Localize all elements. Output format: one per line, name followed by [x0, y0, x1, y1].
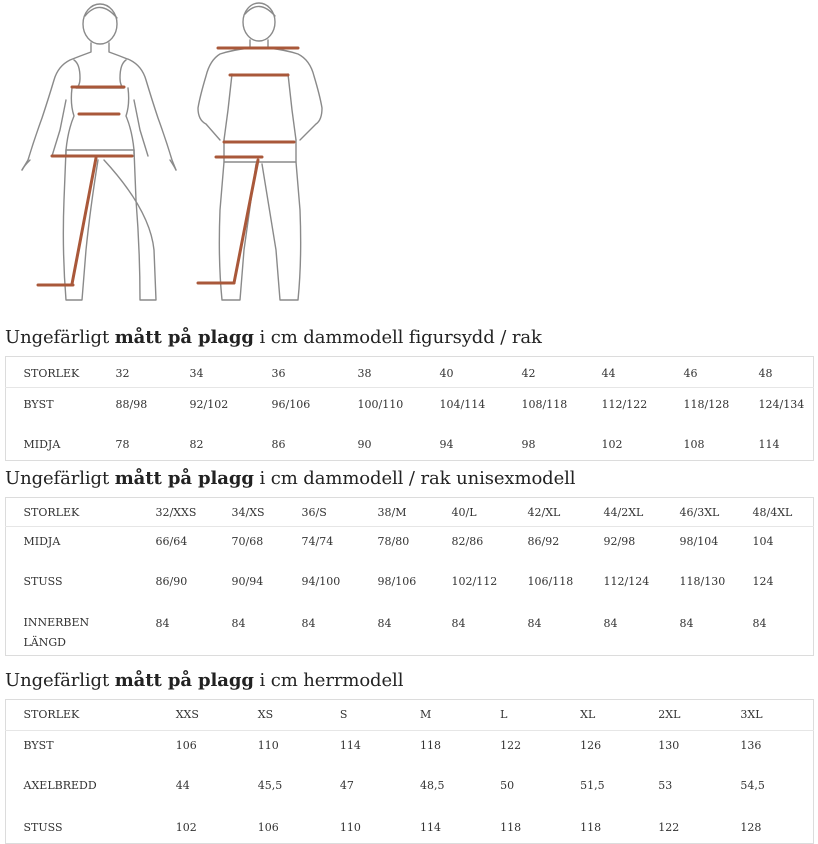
cell-value: 104/114: [439, 398, 486, 411]
cell-value: 40: [439, 367, 454, 380]
row-label: [24, 567, 156, 609]
measurement-value: [420, 813, 500, 844]
measurement-value: [232, 527, 302, 568]
size-label: [272, 357, 358, 388]
cell-value: 122: [500, 739, 522, 752]
cell-value: 98/106: [377, 575, 417, 588]
measurement-value: [528, 609, 604, 656]
measurement-value: [684, 388, 759, 429]
size-label: [302, 498, 378, 527]
cell-value: 98: [521, 438, 536, 451]
cell-value: XS: [257, 708, 274, 721]
section-title-herrmodell: [5, 670, 403, 691]
size-label: [232, 498, 302, 527]
cell-value: 118: [580, 821, 602, 834]
measurement-value: [452, 527, 528, 568]
table-row: [6, 609, 814, 656]
cell-value: 118: [500, 821, 522, 834]
row-indent: [6, 428, 24, 461]
section-title-unisex: [5, 468, 575, 489]
cell-value: 86: [271, 438, 286, 451]
cell-value: 94/100: [301, 575, 341, 588]
measurement-value: [190, 388, 272, 429]
cell-value: 51,5: [580, 779, 605, 792]
cell-value: 98/104: [679, 535, 719, 548]
measurement-value: [378, 527, 452, 568]
size-label: [378, 498, 452, 527]
cell-value: 84: [752, 617, 767, 630]
size-label: [156, 498, 232, 527]
size-label: [684, 357, 759, 388]
cell-value: 82: [189, 438, 204, 451]
table-row: [6, 731, 814, 772]
measurement-value: [604, 609, 680, 656]
cell-value: 114: [758, 438, 780, 451]
measurement-value: [740, 813, 813, 844]
cell-value: 32/XXS: [155, 506, 197, 519]
size-label: [680, 498, 753, 527]
cell-value: 3XL: [740, 708, 763, 721]
row-label: [24, 731, 176, 772]
cell-value: 44: [601, 367, 616, 380]
measurement-value: [272, 428, 358, 461]
section-title-pre: Ungefärligt: [5, 327, 115, 348]
measurement-value: [116, 428, 190, 461]
measurement-value: [302, 609, 378, 656]
row-indent: [6, 813, 24, 844]
size-label: [452, 498, 528, 527]
measurement-value: [302, 567, 378, 609]
row-label: [24, 428, 116, 461]
measurement-value: [258, 771, 340, 813]
cell-value: 110: [257, 739, 279, 752]
cell-value: 102: [601, 438, 623, 451]
measurement-value: [753, 527, 814, 568]
cell-value: 84: [301, 617, 316, 630]
cell-value: 122: [658, 821, 680, 834]
size-label: [500, 700, 580, 731]
size-label: [340, 700, 420, 731]
cell-value: 128: [740, 821, 762, 834]
size-label: [602, 357, 684, 388]
row-label: [24, 700, 176, 731]
size-label: [759, 357, 814, 388]
cell-value: S: [339, 708, 348, 721]
row-label: [24, 498, 156, 527]
row-label-text: BYST: [23, 398, 54, 411]
size-table-unisex: [5, 497, 814, 656]
row-label-text: BYST: [23, 739, 54, 752]
cell-value: 114: [419, 821, 441, 834]
row-label: [24, 527, 156, 568]
cell-value: XXS: [175, 708, 199, 721]
measurement-value: [740, 771, 813, 813]
row-label: [24, 357, 116, 388]
cell-value: 130: [658, 739, 680, 752]
table-header-row: [6, 498, 814, 527]
section-title-bold: mått på plagg: [114, 327, 254, 348]
section-title-pre: Ungefärligt: [5, 468, 115, 489]
row-indent: [6, 771, 24, 813]
row-label-text: STORLEK: [23, 708, 80, 721]
cell-value: 84: [155, 617, 170, 630]
cell-value: 88/98: [115, 398, 148, 411]
cell-value: 36/S: [301, 506, 327, 519]
measurement-value: [232, 567, 302, 609]
measurement-value: [528, 567, 604, 609]
size-label: [753, 498, 814, 527]
cell-value: 106: [175, 739, 197, 752]
cell-value: 84: [451, 617, 466, 630]
size-label: [740, 700, 813, 731]
row-indent: [6, 357, 24, 388]
cell-value: 44/2XL: [603, 506, 644, 519]
measurement-value: [258, 731, 340, 772]
row-label-text: STUSS: [23, 575, 63, 588]
cell-value: 48: [758, 367, 773, 380]
measurement-value: [528, 527, 604, 568]
cell-value: 42/XL: [527, 506, 561, 519]
cell-value: 94: [439, 438, 454, 451]
cell-value: 66/64: [155, 535, 188, 548]
measurement-value: [190, 428, 272, 461]
cell-value: 82/86: [451, 535, 484, 548]
measurement-value: [580, 731, 658, 772]
cell-value: M: [419, 708, 432, 721]
cell-value: 102/112: [451, 575, 498, 588]
cell-value: 84: [377, 617, 392, 630]
measurement-value: [759, 428, 814, 461]
row-indent: [6, 567, 24, 609]
size-label: [440, 357, 522, 388]
measurement-value: [176, 813, 258, 844]
cell-value: 36: [271, 367, 286, 380]
cell-value: 40/L: [451, 506, 477, 519]
measurement-value: [378, 609, 452, 656]
table-header-row: [6, 357, 814, 388]
measurement-value: [753, 567, 814, 609]
measurement-value: [759, 388, 814, 429]
measurement-value: [753, 609, 814, 656]
measurement-value: [440, 428, 522, 461]
cell-value: 74/74: [301, 535, 334, 548]
table-header-row: [6, 700, 814, 731]
cell-value: 104: [752, 535, 774, 548]
cell-value: 110: [339, 821, 361, 834]
size-label: [258, 700, 340, 731]
cell-value: 47: [339, 779, 354, 792]
measurement-value: [358, 388, 440, 429]
cell-value: 2XL: [658, 708, 681, 721]
cell-value: 136: [740, 739, 762, 752]
female-body-figure-icon: [22, 4, 176, 300]
cell-value: 108: [683, 438, 705, 451]
size-label: [190, 357, 272, 388]
measurement-value: [658, 771, 740, 813]
measurement-value: [580, 771, 658, 813]
cell-value: 102: [175, 821, 197, 834]
measurement-value: [232, 609, 302, 656]
row-label: [24, 609, 156, 656]
cell-value: 90/94: [231, 575, 264, 588]
measurement-value: [340, 771, 420, 813]
measurement-value: [522, 388, 602, 429]
cell-value: 78: [115, 438, 130, 451]
size-table-figursydd: [5, 356, 814, 461]
size-label: [116, 357, 190, 388]
size-label: [658, 700, 740, 731]
cell-value: 48,5: [419, 779, 445, 792]
measurement-value: [452, 567, 528, 609]
cell-value: 32: [115, 367, 130, 380]
size-label: [358, 357, 440, 388]
row-label: [24, 771, 176, 813]
table-row: [6, 527, 814, 568]
section-title-pre: Ungefärligt: [5, 670, 115, 691]
measurement-value: [602, 428, 684, 461]
cell-value: 46: [683, 367, 698, 380]
cell-value: 84: [527, 617, 542, 630]
cell-value: 38/M: [377, 506, 407, 519]
measurement-value: [452, 609, 528, 656]
row-label: [24, 813, 176, 844]
measurement-value: [272, 388, 358, 429]
cell-value: 84: [603, 617, 618, 630]
measurement-value: [684, 428, 759, 461]
measurement-value: [500, 731, 580, 772]
cell-value: 44: [175, 779, 190, 792]
row-label-text: STUSS: [23, 821, 63, 834]
table-row: [6, 771, 814, 813]
section-title-bold: mått på plagg: [114, 670, 254, 691]
measurement-value: [156, 527, 232, 568]
cell-value: 50: [500, 779, 515, 792]
row-indent: [6, 609, 24, 656]
measurement-value: [116, 388, 190, 429]
cell-value: XL: [580, 708, 596, 721]
row-indent: [6, 388, 24, 429]
cell-value: 108/118: [521, 398, 568, 411]
measurement-value: [176, 731, 258, 772]
section-title-bold: mått på plagg: [114, 468, 254, 489]
male-measurement-lines: [198, 48, 298, 283]
measurement-value: [258, 813, 340, 844]
cell-value: 46/3XL: [679, 506, 720, 519]
measurement-value: [680, 527, 753, 568]
cell-value: 118/128: [683, 398, 730, 411]
measurement-value: [176, 771, 258, 813]
measurement-value: [420, 731, 500, 772]
cell-value: 45,5: [257, 779, 283, 792]
cell-value: 53: [658, 779, 673, 792]
cell-value: 118: [419, 739, 441, 752]
cell-value: 124/134: [758, 398, 805, 411]
table-row: [6, 813, 814, 844]
measurement-value: [156, 567, 232, 609]
table-row: [6, 428, 814, 461]
section-title-post: i cm dammodell / rak unisexmodell: [253, 468, 576, 489]
cell-value: 92/102: [189, 398, 229, 411]
cell-value: L: [500, 708, 508, 721]
size-label: [176, 700, 258, 731]
cell-value: 96/106: [271, 398, 311, 411]
cell-value: 38: [357, 367, 372, 380]
size-table-herrmodell: [5, 699, 814, 844]
measurement-value: [420, 771, 500, 813]
measurement-value: [604, 567, 680, 609]
measurement-value: [440, 388, 522, 429]
measurement-value: [658, 813, 740, 844]
cell-value: 70/68: [231, 535, 264, 548]
measurement-value: [602, 388, 684, 429]
cell-value: 54,5: [740, 779, 765, 792]
body-measurement-figures: [0, 0, 330, 310]
row-label-text: MIDJA: [23, 535, 61, 548]
measurement-value: [358, 428, 440, 461]
cell-value: 48/4XL: [752, 506, 793, 519]
measurement-value: [680, 609, 753, 656]
row-indent: [6, 731, 24, 772]
cell-value: 84: [231, 617, 246, 630]
measurement-value: [580, 813, 658, 844]
row-indent: [6, 498, 24, 527]
size-label: [580, 700, 658, 731]
row-indent: [6, 700, 24, 731]
cell-value: 114: [339, 739, 361, 752]
row-label: [24, 388, 116, 429]
section-title-post: i cm herrmodell: [253, 670, 404, 691]
size-label: [522, 357, 602, 388]
section-title-post: i cm dammodell figursydd / rak: [253, 327, 542, 348]
cell-value: 106/118: [527, 575, 574, 588]
size-label: [420, 700, 500, 731]
measurement-value: [604, 527, 680, 568]
row-label-text: INNERBEN LÄNGD: [23, 616, 90, 649]
cell-value: 112/122: [601, 398, 648, 411]
row-label-text: STORLEK: [23, 506, 80, 519]
row-label-text: AXELBREDD: [23, 779, 97, 792]
cell-value: 34/XS: [231, 506, 265, 519]
measurement-value: [302, 527, 378, 568]
measurement-value: [500, 771, 580, 813]
size-label: [604, 498, 680, 527]
measurement-value: [522, 428, 602, 461]
cell-value: 124: [752, 575, 774, 588]
cell-value: 86/92: [527, 535, 560, 548]
row-label-text: MIDJA: [23, 438, 61, 451]
measurement-value: [378, 567, 452, 609]
table-row: [6, 567, 814, 609]
cell-value: 86/90: [155, 575, 188, 588]
cell-value: 118/130: [679, 575, 726, 588]
cell-value: 92/98: [603, 535, 636, 548]
measurement-value: [658, 731, 740, 772]
measurement-value: [740, 731, 813, 772]
measurement-value: [156, 609, 232, 656]
cell-value: 42: [521, 367, 536, 380]
table-row: [6, 388, 814, 429]
cell-value: 100/110: [357, 398, 404, 411]
cell-value: 34: [189, 367, 204, 380]
cell-value: 126: [580, 739, 602, 752]
measurement-value: [500, 813, 580, 844]
cell-value: 84: [679, 617, 694, 630]
measurement-value: [680, 567, 753, 609]
cell-value: 90: [357, 438, 372, 451]
measurement-value: [340, 813, 420, 844]
row-label-text: STORLEK: [23, 367, 80, 380]
row-indent: [6, 527, 24, 568]
size-label: [528, 498, 604, 527]
section-title-figursydd: [5, 327, 542, 348]
cell-value: 78/80: [377, 535, 410, 548]
measurement-value: [340, 731, 420, 772]
cell-value: 112/124: [603, 575, 650, 588]
cell-value: 106: [257, 821, 279, 834]
